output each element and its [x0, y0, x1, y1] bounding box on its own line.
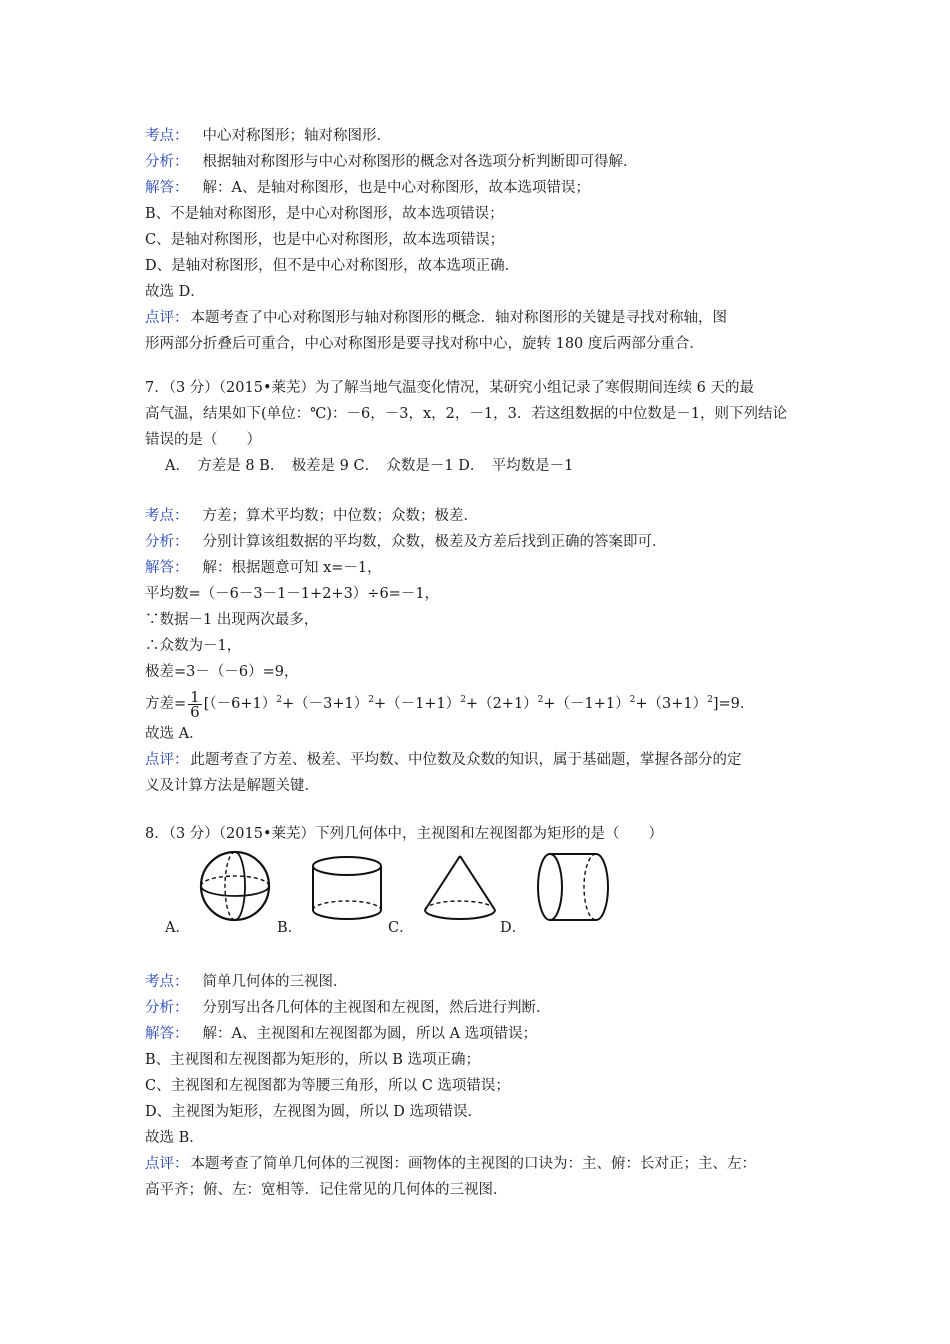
q7-because: ∵数据－1 出现两次最多， — [145, 612, 319, 628]
jieda-label: 解答： — [145, 560, 189, 576]
q8-dianping-1: 本题考查了简单几何体的三视图：画物体的主视图的口诀为：主、俯：长对正；主、左： — [190, 1156, 756, 1172]
q6-fenxi-line — [145, 152, 638, 172]
fenxi-label: 分析： — [145, 154, 189, 170]
q6-dianping-1: 本题考查了中心对称图形与轴对称图形的概念．轴对称图形的关键是寻找对称轴，图 — [190, 310, 727, 326]
q8-fenxi: 分别写出各几何体的主视图和左视图，然后进行判断． — [202, 1000, 551, 1016]
q6-fenxi: 根据轴对称图形与中心对称图形的概念对各选项分析判断即可得解． — [202, 154, 638, 170]
jieda-label: 解答： — [145, 180, 189, 196]
exponent: 2 — [707, 695, 713, 705]
option-a-label: A． — [165, 920, 190, 936]
q7-stem-1: 7．（3 分）（2015•莱芜）为了解当地气温变化情况，某研究小组记录了寒假期间连续 6 天的最 — [145, 380, 754, 396]
sphere-figure — [196, 848, 274, 924]
variance-term: +（－1+1） — [373, 696, 461, 712]
exponent: 2 — [537, 695, 544, 705]
variance-term: [（－6+1） — [203, 696, 277, 712]
q6-jieda: 解：A、是轴对称图形，也是中心对称图形，故本选项错误； — [202, 180, 590, 196]
dianping-label: 点评： — [145, 310, 189, 326]
q8-kaodian: 简单几何体的三视图． — [202, 974, 348, 990]
exponent: 2 — [460, 695, 466, 705]
variance-term: +（－3+1） — [281, 696, 369, 712]
q7-variance — [145, 688, 754, 719]
fraction-one-sixth — [188, 687, 202, 721]
q7-jieda: 解：根据题意可知 x=－1， — [202, 560, 382, 576]
q6-kaodian: 中心对称图形；轴对称图形． — [202, 128, 391, 144]
q6-dianping-2: 形两部分折叠后可重合，中心对称图形是要寻找对称中心，旋转 180 度后两部分重合． — [145, 336, 704, 352]
q6-line-b: B、不是轴对称图形，是中心对称图形，故本选项错误； — [145, 206, 504, 222]
q6-jieda-line — [145, 178, 590, 198]
q6-line-d: D、是轴对称图形，但不是中心对称图形，故本选项正确． — [145, 258, 520, 274]
q7-choice: 故选 A． — [145, 726, 204, 742]
q7-mode: ∴众数为－1， — [145, 638, 242, 654]
option-c-label: C． — [388, 920, 414, 936]
q7-mean: 平均数=（－6－3－1－1+2+3）÷6=－1， — [145, 586, 440, 602]
fenxi-label: 分析： — [145, 534, 189, 550]
variance-end: ]=9． — [712, 696, 755, 712]
q6-choice: 故选 D． — [145, 284, 205, 300]
q7-stem-3: 错误的是（ ） — [145, 432, 261, 448]
q8-dianping-2: 高平齐；俯、左：宽相等．记住常见的几何体的三视图． — [145, 1182, 508, 1198]
dianping-label: 点评： — [145, 1156, 189, 1172]
q8-line-b: B、主视图和左视图都为矩形的，所以 B 选项正确； — [145, 1052, 481, 1068]
option-d-label: D． — [500, 920, 527, 936]
cone-figure — [420, 852, 500, 924]
q8-kaodian-line — [145, 972, 348, 992]
q7-options: A． 方差是 8 B． 极差是 9 C． 众数是－1 D． 平均数是－1 — [165, 458, 574, 474]
q8-stem: 8．（3 分）（2015•莱芜）下列几何体中，主视图和左视图都为矩形的是（ ） — [145, 826, 664, 842]
q8-choice: 故选 B． — [145, 1130, 204, 1146]
variance-term: +（3+1） — [635, 696, 708, 712]
exponent: 2 — [368, 695, 374, 705]
exponent: 2 — [276, 695, 282, 705]
variance-term: +（－1+1） — [543, 696, 630, 712]
q7-fenxi-line — [145, 532, 667, 552]
q7-dianping-line — [145, 750, 742, 770]
fenxi-label: 分析： — [145, 1000, 189, 1016]
kaodian-label: 考点： — [145, 128, 189, 144]
cylinder-figure — [308, 854, 386, 922]
q8-jieda: 解：A、主视图和左视图都为圆，所以 A 选项错误； — [202, 1026, 538, 1042]
q7-range: 极差=3－（－6）=9， — [145, 664, 299, 680]
q8-dianping-line — [145, 1154, 756, 1174]
q7-dianping-2: 义及计算方法是解题关键． — [145, 778, 319, 794]
q8-fenxi-line — [145, 998, 551, 1018]
option-b-label: B． — [277, 920, 303, 936]
q6-line-c: C、是轴对称图形，也是中心对称图形，故本选项错误； — [145, 232, 505, 248]
fraction-numerator: 1 — [190, 687, 200, 706]
kaodian-label: 考点： — [145, 508, 189, 524]
q8-jieda-line — [145, 1024, 537, 1044]
dianping-label: 点评： — [145, 752, 189, 768]
exponent: 2 — [629, 695, 636, 705]
q7-jieda-line — [145, 558, 382, 578]
fraction-denominator: 6 — [190, 702, 200, 721]
lying-cylinder-figure — [534, 850, 614, 924]
q7-kaodian: 方差；算术平均数；中位数；众数；极差． — [202, 508, 478, 524]
q7-stem-2: 高气温，结果如下(单位：℃)：－6，－3，x，2，－1，3．若这组数据的中位数是－1，则下列结论 — [145, 406, 788, 422]
q8-line-c: C、主视图和左视图都为等腰三角形，所以 C 选项错误； — [145, 1078, 510, 1094]
jieda-label: 解答： — [145, 1026, 189, 1042]
q7-kaodian-line — [145, 506, 478, 526]
kaodian-label: 考点： — [145, 974, 189, 990]
q6-dianping-line — [145, 308, 727, 328]
q8-line-d: D、主视图为矩形，左视图为圆，所以 D 选项错误． — [145, 1104, 482, 1120]
variance-term: +（2+1） — [465, 696, 538, 712]
q7-fenxi: 分别计算该组数据的平均数，众数，极差及方差后找到正确的答案即可． — [202, 534, 667, 550]
q6-kaodian-line — [145, 126, 391, 146]
q7-dianping-1: 此题考查了方差、极差、平均数、中位数及众数的知识，属于基础题，掌握各部分的定 — [190, 752, 742, 768]
variance-prefix: 方差= — [145, 696, 187, 712]
